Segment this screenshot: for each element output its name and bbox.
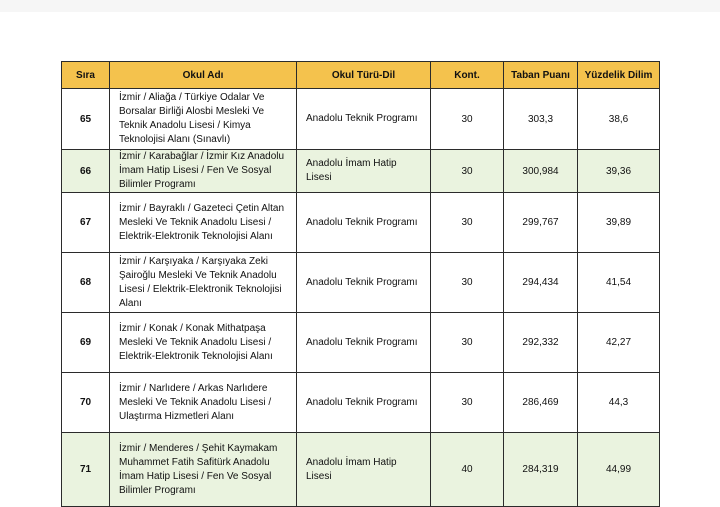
cell-yuzdelik: 39,89 — [578, 193, 660, 253]
cell-yuzdelik: 38,6 — [578, 89, 660, 150]
table-row — [62, 313, 660, 373]
cell-taban-puani: 303,3 — [504, 89, 578, 150]
cell-sira: 67 — [62, 193, 110, 253]
cell-okul-adi: İzmir / Menderes / Şehit Kaymakam Muhammet Fatih Safitürk Anadolu İmam Hatip Lisesi / Fen Ve Sosyal Bilimler Programı — [110, 433, 297, 507]
cell-yuzdelik: 44,3 — [578, 373, 660, 433]
table-row — [62, 373, 660, 433]
cell-kont: 30 — [431, 253, 504, 313]
cell-okul-turu: Anadolu Teknik Programı — [297, 193, 431, 253]
cell-kont: 30 — [431, 89, 504, 150]
cell-okul-adi: İzmir / Karabağlar / İzmir Kız Anadolu İmam Hatip Lisesi / Fen Ve Sosyal Bilimler Programı — [110, 150, 297, 193]
cell-yuzdelik: 39,36 — [578, 150, 660, 193]
table-row — [62, 89, 660, 150]
cell-taban-puani: 292,332 — [504, 313, 578, 373]
table-header — [62, 62, 660, 89]
cell-okul-turu: Anadolu İmam Hatip Lisesi — [297, 150, 431, 193]
cell-taban-puani: 300,984 — [504, 150, 578, 193]
table-row — [62, 433, 660, 507]
cell-yuzdelik: 44,99 — [578, 433, 660, 507]
cell-taban-puani: 299,767 — [504, 193, 578, 253]
cell-taban-puani: 294,434 — [504, 253, 578, 313]
cell-kont: 30 — [431, 193, 504, 253]
cell-yuzdelik: 42,27 — [578, 313, 660, 373]
cell-okul-adi: İzmir / Karşıyaka / Karşıyaka Zeki Şairoğlu Mesleki Ve Teknik Anadolu Lisesi / Elektrik-Elektronik Teknolojisi Alanı — [110, 253, 297, 313]
cell-okul-turu: Anadolu İmam Hatip Lisesi — [297, 433, 431, 507]
cell-kont: 30 — [431, 313, 504, 373]
header-sira: Sıra — [62, 62, 110, 89]
cell-sira: 69 — [62, 313, 110, 373]
cell-kont: 30 — [431, 150, 504, 193]
cell-okul-turu: Anadolu Teknik Programı — [297, 89, 431, 150]
header-kont: Kont. — [431, 62, 504, 89]
table-row — [62, 150, 660, 193]
cell-taban-puani: 286,469 — [504, 373, 578, 433]
school-scores-table — [61, 61, 660, 507]
cell-taban-puani: 284,319 — [504, 433, 578, 507]
header-okul-adi: Okul Adı — [110, 62, 297, 89]
cell-sira: 65 — [62, 89, 110, 150]
header-okul-turu: Okul Türü-Dil — [297, 62, 431, 89]
cell-kont: 30 — [431, 373, 504, 433]
cell-kont: 40 — [431, 433, 504, 507]
header-taban-puani: Taban Puanı — [504, 62, 578, 89]
header-row — [62, 62, 660, 89]
cell-yuzdelik: 41,54 — [578, 253, 660, 313]
cell-okul-adi: İzmir / Aliağa / Türkiye Odalar Ve Borsalar Birliği Alosbi Mesleki Ve Teknik Anadolu Lisesi / Kimya Teknolojisi Alanı (Sınavlı) — [110, 89, 297, 150]
cell-sira: 70 — [62, 373, 110, 433]
school-table-container — [61, 61, 660, 507]
cell-sira: 71 — [62, 433, 110, 507]
cell-sira: 66 — [62, 150, 110, 193]
cell-okul-turu: Anadolu Teknik Programı — [297, 313, 431, 373]
cell-okul-adi: İzmir / Narlıdere / Arkas Narlıdere Mesleki Ve Teknik Anadolu Lisesi / Ulaştırma Hizmetleri Alanı — [110, 373, 297, 433]
cell-okul-adi: İzmir / Konak / Konak Mithatpaşa Mesleki Ve Teknik Anadolu Lisesi / Elektrik-Elektronik Teknolojisi Alanı — [110, 313, 297, 373]
header-yuzdelik: Yüzdelik Dilim — [578, 62, 660, 89]
cell-okul-adi: İzmir / Bayraklı / Gazeteci Çetin Altan Mesleki Ve Teknik Anadolu Lisesi / Elektrik-Elektronik Teknolojisi Alanı — [110, 193, 297, 253]
cell-sira: 68 — [62, 253, 110, 313]
page-top-band — [0, 0, 720, 12]
table-row — [62, 193, 660, 253]
cell-okul-turu: Anadolu Teknik Programı — [297, 373, 431, 433]
cell-okul-turu: Anadolu Teknik Programı — [297, 253, 431, 313]
table-body — [62, 89, 660, 507]
table-row — [62, 253, 660, 313]
